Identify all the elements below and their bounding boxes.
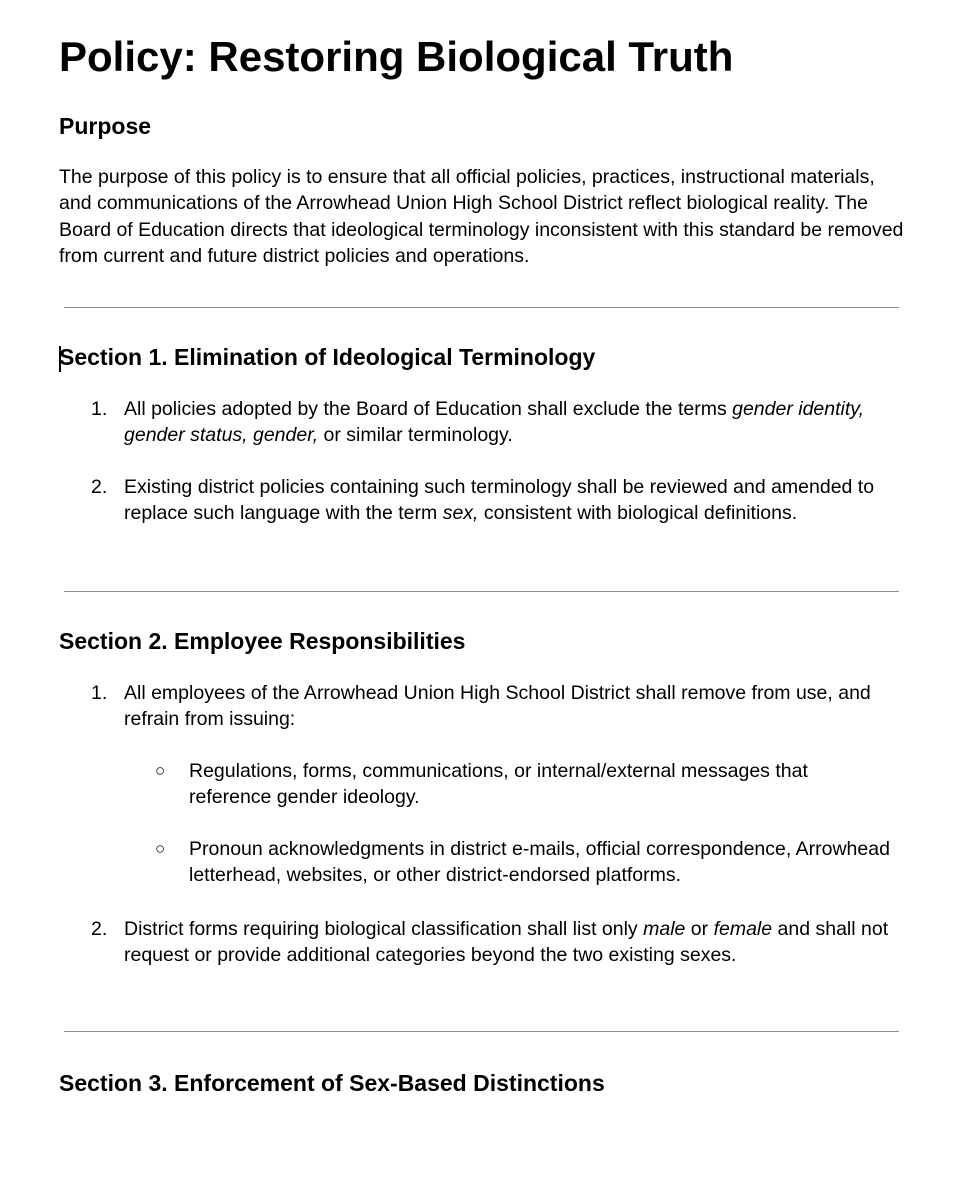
section-1-heading: Section 1. Elimination of Ideological Terminology <box>59 344 596 370</box>
list-item <box>59 474 919 530</box>
list-item <box>59 680 919 736</box>
list-item-text: All employees of the Arrowhead Union High School District shall remove from use, and refrain from issuing: <box>124 682 871 731</box>
list-item <box>59 916 919 972</box>
list-item-text: All policies adopted by the Board of Education shall exclude the terms gender identity, gender status, gender, or similar terminology. <box>124 398 865 447</box>
document-title: Policy: Restoring Biological Truth <box>59 33 734 80</box>
hollow-circle-bullet-icon: ○ <box>155 761 166 780</box>
bullet-item <box>59 836 919 892</box>
list-number: 2. <box>91 476 108 498</box>
list-item-text: District forms requiring biological classification shall list only male or female and shall not request or provide additional categories beyond the two existing sexes. <box>124 918 889 967</box>
purpose-heading: Purpose <box>59 113 152 139</box>
list-number: 1. <box>91 682 108 704</box>
horizontal-rule <box>64 307 899 308</box>
section-2-heading: Section 2. Employee Responsibilities <box>59 628 466 654</box>
horizontal-rule <box>64 1031 899 1032</box>
list-item <box>59 396 919 452</box>
horizontal-rule <box>64 591 899 592</box>
list-number: 2. <box>91 918 108 940</box>
bullet-item <box>59 758 919 814</box>
hollow-circle-bullet-icon: ○ <box>155 839 166 858</box>
list-number: 1. <box>91 398 108 420</box>
bullet-item-text: Pronoun acknowledgments in district e-mails, official correspondence, Arrowhead letterhead, websites, or other district-endorsed platforms. <box>189 838 890 887</box>
bullet-item-text: Regulations, forms, communications, or internal/external messages that reference gender ideology. <box>189 760 808 809</box>
section-3-heading: Section 3. Enforcement of Sex-Based Distinctions <box>59 1070 605 1096</box>
purpose-paragraph: The purpose of this policy is to ensure that all official policies, practices, instructional materials, and communications of the Arrowhead Union High School District reflect biological reality. The Board of Education directs that ideological terminology inconsistent with this standard be removed from current and future district policies and operations. <box>59 166 904 267</box>
list-item-text: Existing district policies containing such terminology shall be reviewed and amended to replace such language with the term sex, consistent with biological definitions. <box>124 476 875 525</box>
